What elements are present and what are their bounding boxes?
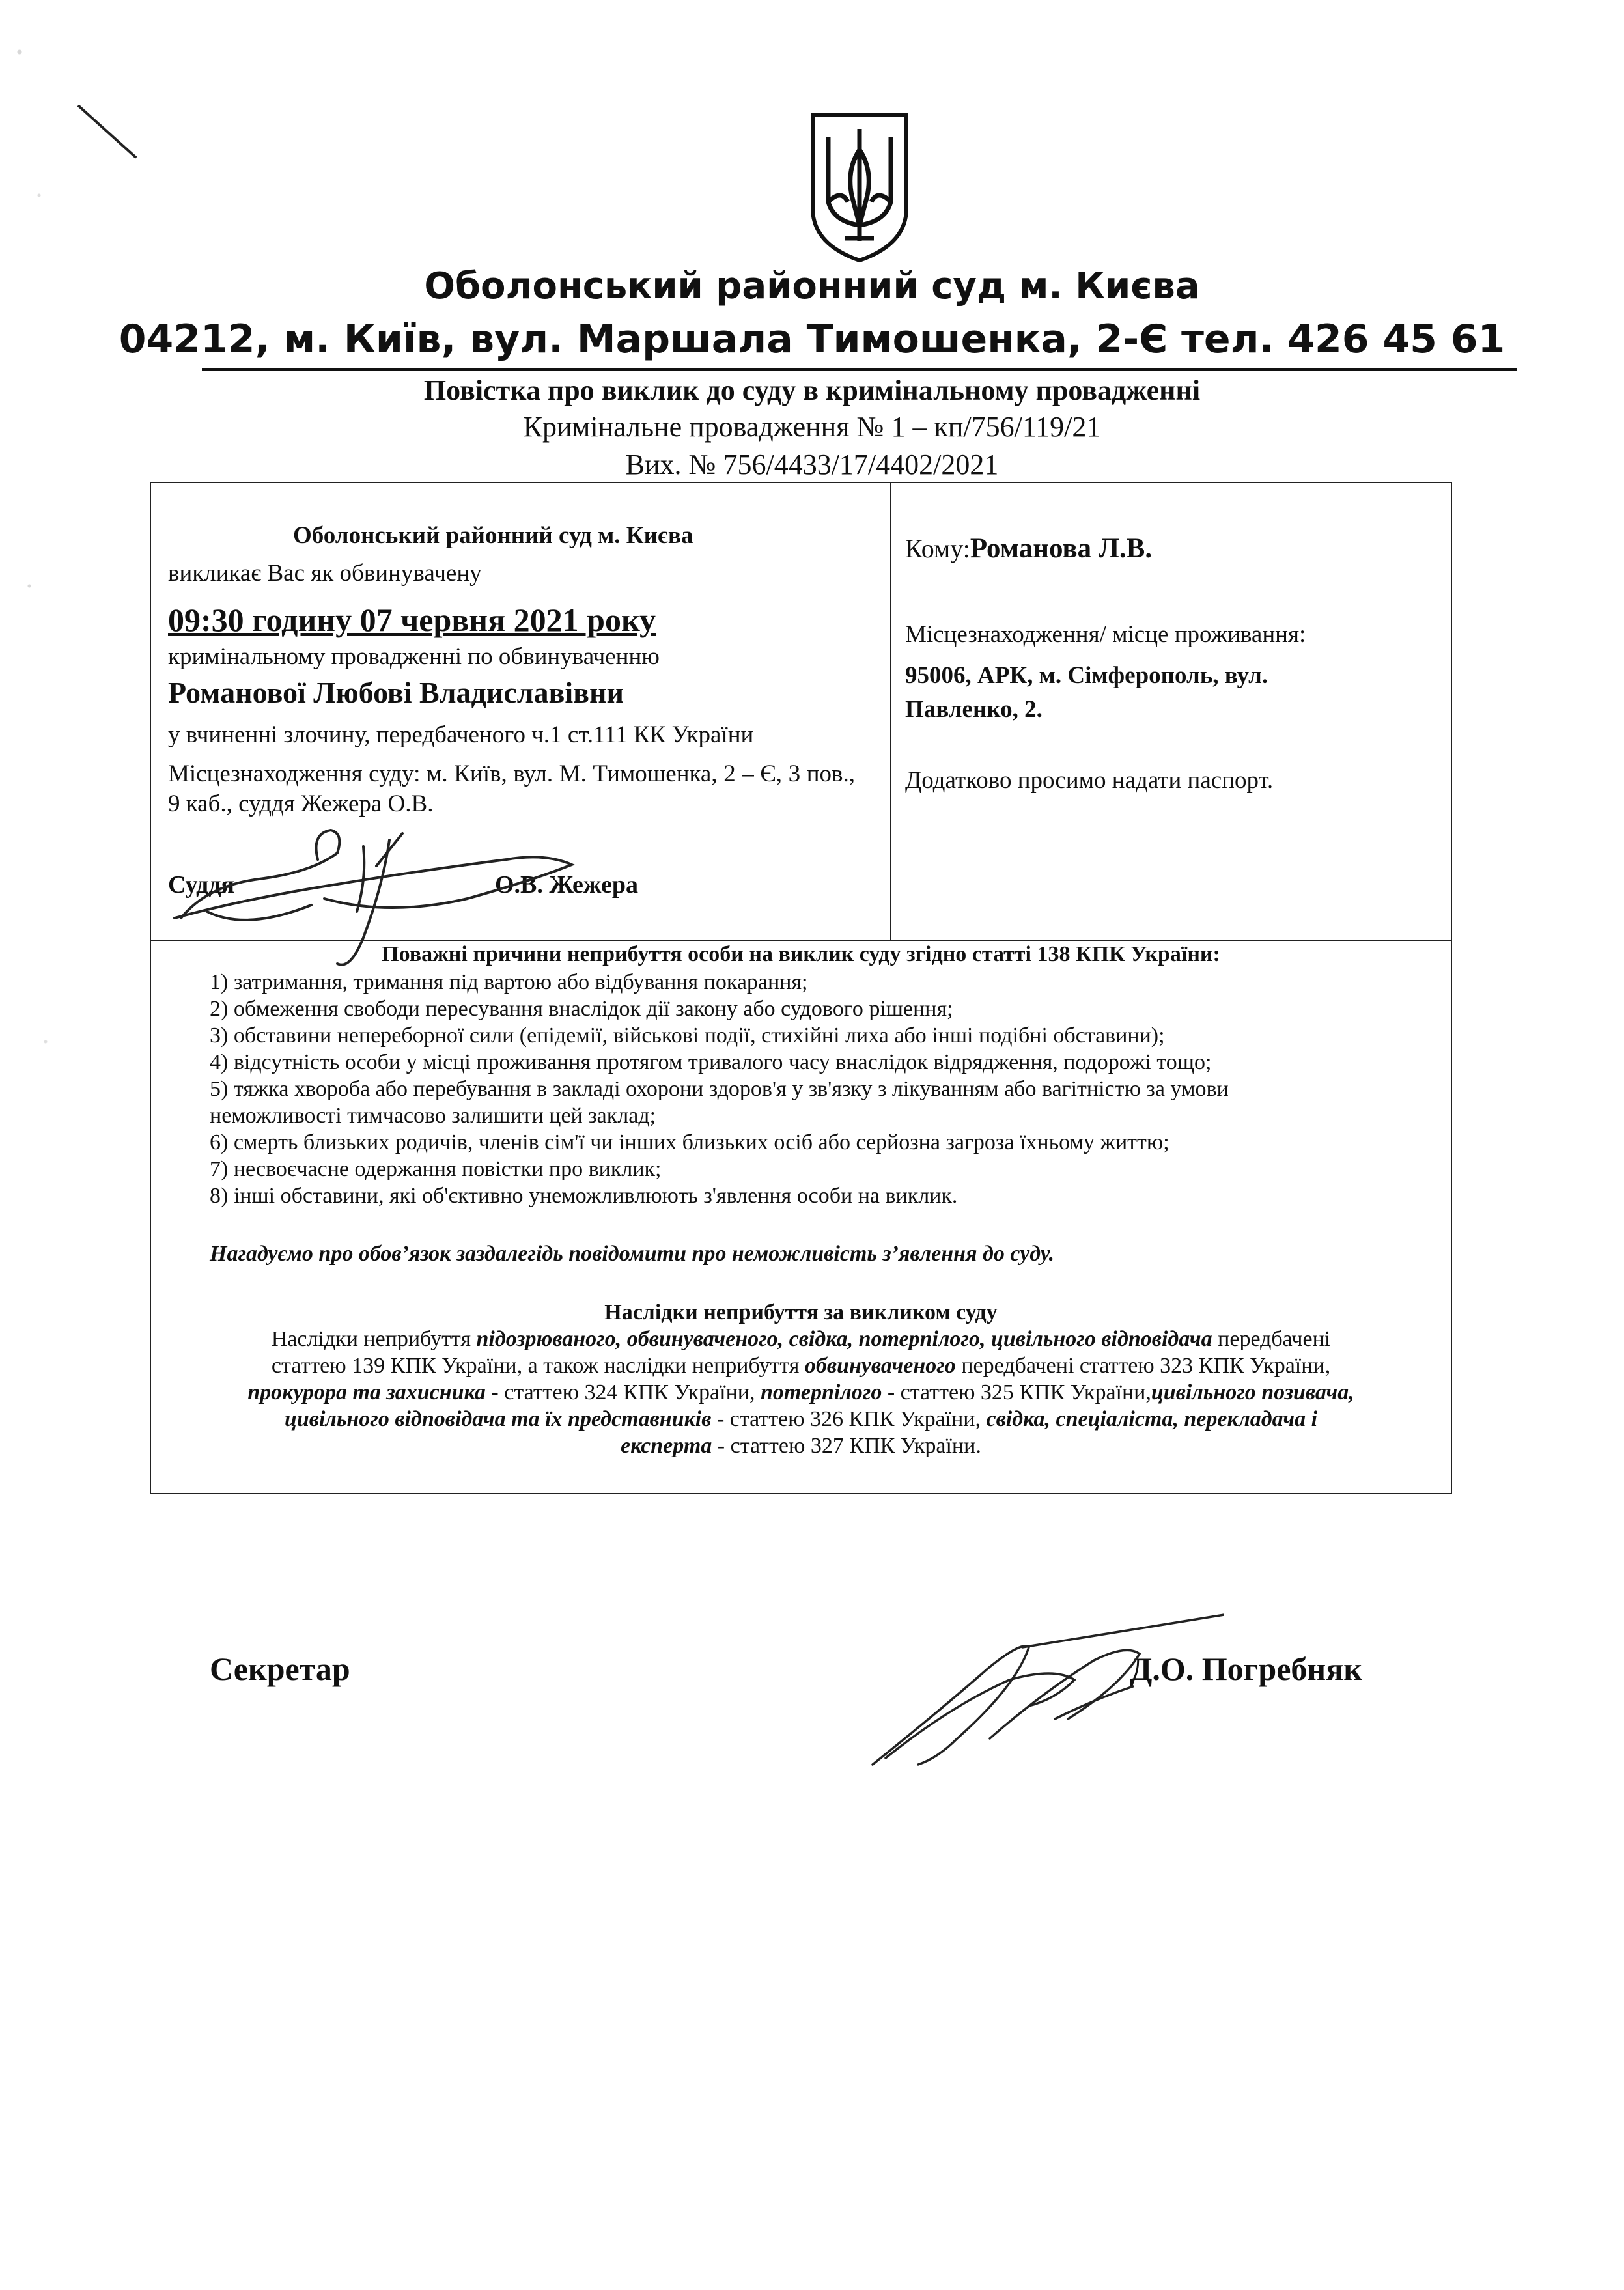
- summons-title: Повістка про виклик до суду в кримінальному провадженні: [423, 374, 1201, 406]
- judge-label: Суддя: [168, 871, 235, 899]
- reason-item: 4) відсутність особи у місці проживання протягом тривалого часу внаслідок відрядження, подорожі тощо;: [210, 1050, 1212, 1074]
- consequences-emphasis: свідка, спеціаліста, перекладача і: [986, 1407, 1318, 1431]
- reason-item: 5) тяжка хвороба або перебування в закладі охорони здоров'я у зв'язку з лікуванням або вагітністю за умови: [210, 1077, 1229, 1101]
- recipient-address: 95006, АРК, м. Сімферополь, вул. Павленко, 2.: [905, 662, 1268, 723]
- consequences-emphasis: експерта: [621, 1434, 712, 1458]
- case-intro: кримінальному провадженні по обвинуваченню: [168, 643, 660, 670]
- consequences-text-part: - статтею 327 КПК України.: [712, 1434, 981, 1458]
- reason-item: 8) інші обставини, які об'єктивно унеможливлюють з'явлення особи на виклик.: [210, 1184, 958, 1208]
- consequences-text: [150, 1326, 1452, 1459]
- charge-text: у вчиненні злочину, передбаченого ч.1 ст.111 КК України: [168, 721, 754, 748]
- reason-item: 1) затримання, тримання під вартою або відбування покарання;: [210, 970, 808, 994]
- consequences-title: Наслідки неприбуття за викликом суду: [604, 1300, 998, 1324]
- recipient-line: [905, 533, 1152, 565]
- reasons-list: [210, 969, 1440, 1209]
- consequences-text-part: - статтею 324 КПК України,: [485, 1380, 761, 1404]
- recipient-name: Романова Л.В.: [970, 533, 1153, 564]
- court-header-name: Оболонський районний суд м. Києва: [424, 265, 1200, 307]
- court-location: Місцезнаходження суду: м. Київ, вул. М. Тимошенка, 2 – Є, 3 пов., 9 каб., суддя Жежера О.В.: [168, 761, 855, 817]
- consequences-emphasis: обвинуваченого: [804, 1354, 956, 1378]
- consequences-emphasis: підозрюваного, обвинуваченого, свідка, потерпілого, цивільного відповідача: [476, 1327, 1212, 1351]
- left-court-name: Оболонський районний суд м. Києва: [293, 522, 693, 549]
- consequences-emphasis: потерпілого: [760, 1380, 882, 1404]
- consequences-text-part: Наслідки неприбуття: [271, 1327, 477, 1351]
- reason-item: 7) несвоєчасне одержання повістки про виклик;: [210, 1157, 662, 1181]
- consequences-text-part: - статтею 325 КПК України,: [882, 1380, 1151, 1404]
- consequences-emphasis: прокурора та захисника: [247, 1380, 486, 1404]
- recipient-address-label: Місцезнаходження/ місце проживання:: [905, 621, 1306, 648]
- reason-item: неможливості тимчасово залишити цей заклад;: [210, 1104, 656, 1128]
- box-vertical-divider: [890, 482, 891, 941]
- outgoing-number: Вих. № 756/4433/17/4402/2021: [625, 449, 999, 481]
- reminder-text: Нагадуємо про обов’язок заздалегідь повідомити про неможливість з’явлення до суду.: [210, 1242, 1055, 1266]
- summons-text: викликає Вас як обвинувачену: [168, 560, 482, 587]
- consequences-text-part: передбачені: [1212, 1327, 1331, 1351]
- consequences-emphasis: цивільного позивача,: [1151, 1380, 1354, 1404]
- consequences-text-part: - статтею 326 КПК України,: [711, 1407, 987, 1431]
- reason-item: 6) смерть близьких родичів, членів сім'ї чи інших близьких осіб або серйозна загроза їхньому життю;: [210, 1130, 1169, 1154]
- consequences-text-part: передбачені статтею 323 КПК України,: [955, 1354, 1331, 1378]
- hearing-datetime: 09:30 годину 07 червня 2021 року: [168, 602, 656, 638]
- scan-stroke-mark: [77, 105, 137, 159]
- secretary-label: Секретар: [210, 1651, 350, 1687]
- secretary-signature: [860, 1608, 1224, 1778]
- reasons-title: Поважні причини неприбуття особи на виклик суду згідно статті 138 КПК України:: [382, 942, 1220, 966]
- consequences-emphasis: цивільного відповідача та їх представників: [284, 1407, 712, 1431]
- consequences-text-part: статтею 139 КПК України, а також наслідки неприбуття: [271, 1354, 805, 1378]
- proceeding-number: Кримінальне провадження № 1 – кп/756/119/21: [523, 411, 1101, 443]
- accused-name: Романової Любові Владиславівни: [168, 676, 624, 709]
- trident-coat-of-arms-icon: [807, 111, 912, 264]
- secretary-name: Д.О. Погребняк: [1130, 1651, 1363, 1687]
- passport-note: Додатково просимо надати паспорт.: [905, 767, 1274, 794]
- header-divider: [202, 368, 1517, 371]
- reason-item: 3) обставини непереборної сили (епідемії, військові події, стихійні лиха або інші подібні обставини);: [210, 1024, 1165, 1048]
- reason-item: 2) обмеження свободи пересування внаслідок дії закону або судового рішення;: [210, 997, 953, 1021]
- judge-name: О.В. Жежера: [495, 871, 638, 899]
- recipient-label: Кому:: [905, 534, 970, 563]
- court-header-address: 04212, м. Київ, вул. Маршала Тимошенка, 2-Є тел. 426 45 61: [119, 316, 1505, 362]
